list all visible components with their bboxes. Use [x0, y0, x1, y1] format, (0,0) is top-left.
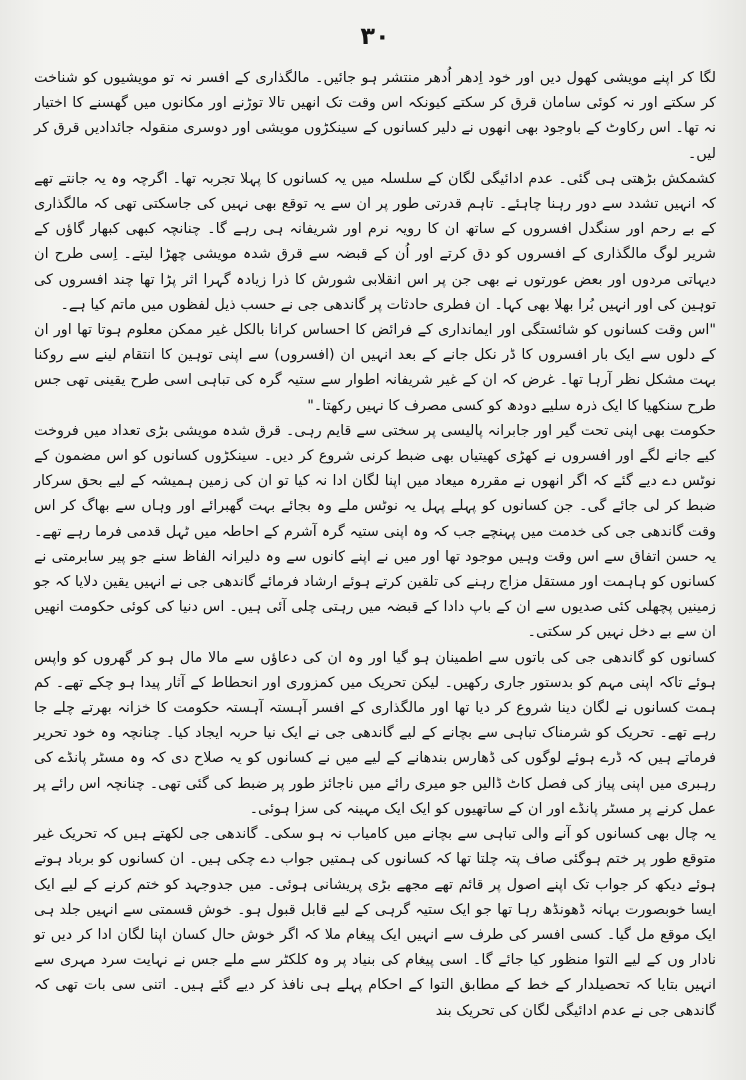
- paragraph-4: حکومت بھی اپنی تحت گیر اور جابرانہ پالیسی پر سختی سے قایم رہی۔ قرق شدہ مویشی بڑی تعداد میں فروخت کیے جانے لگے اور افسروں نے کھڑی کھیتیاں بھی ضبط کرنی شروع کر دیں۔ سینکڑوں کسانوں کو اس مضمون کے نوٹس دے دیے گئے کہ اگر انھوں نے مقررہ میعاد میں اپنا لگان ادا نہ کیا تو ان کی زمین ہمیشہ کے لیے بحق سرکار ضبط کر لی جائے گی۔ جن کسانوں کو پہلے پہل یہ نوٹس ملے وہ بجائے بہت گھبرائے اور وہاں سے بھاگ کر اس وقت گاندھی جی کی خدمت میں پہنچے جب کہ وہ اپنی ستیہ گرہ آشرم کے احاطہ میں ٹہل قدمی فرما رہے تھے۔ یہ حسن اتفاق سے اس وقت وہیں موجود تھا اور میں نے اپنے کانوں سے وہ دلیرانہ الفاظ سنے جو پیر سابرمتی نے کسانوں کو ہاہمت اور مستقل مزاج رہنے کی تلقین کرتے ہوئے ارشاد فرمائے گاندھی جی نے انہیں یقین دلایا کہ جو زمینیں پچھلی کئی صدیوں سے ان کے باپ دادا کے قبضہ میں رہتی چلی آئی ہیں۔ اس دنیا کی کوئی حکومت انھیں ان سے بے دخل نہیں کر سکتی۔: [34, 422, 716, 641]
- paragraph-5: کسانوں کو گاندھی جی کی باتوں سے اطمینان ہو گیا اور وہ ان کی دعاؤں سے مالا مال ہو کر گھروں کو واپس ہوئے تاکہ اپنی مہم کو بدستور جاری رکھیں۔ لیکن تحریک میں کمزوری اور انحطاط کے آثار پیدا ہو چکے تھے۔ کم ہمت کسانوں نے لگان دینا شروع کر دیا تھا اور مالگذاری کے افسر آہستہ آہستہ حکومت کا خزانہ بھرتے چلے جا رہے تھے۔ تحریک کو شرمناک تباہی سے بچانے کے لیے گاندھی جی نے ایک نیا حربہ ایجاد کیا۔ چنانچہ وہ خود تحریر فرماتے ہیں کہ ڈرے ہوئے لوگوں کی ڈھارس بندھانے کے لیے میں نے کسانوں کو یہ صلاح دی کہ وہ مسٹر پانڈے کی رہبری میں اپنی پیاز کی فصل کاٹ ڈالیں جو میری رائے میں ناجائز طور پر ضبط کی گئی تھی۔ چنانچہ اس رائے پر عمل کرنے پر مسٹر پانڈے اور ان کے ساتھیوں کو ایک ایک مہینہ کی سزا ہوئی۔: [34, 649, 716, 817]
- paragraph-2: کشمکش بڑھتی ہی گئی۔ عدم ادائیگی لگان کے سلسلہ میں یہ کسانوں کا پہلا تجربہ تھا۔ اگرچہ وہ یہ جانتے تھے کہ انہیں تشدد سے دور رہنا چاہئے۔ تاہم قدرتی طور پر ان سے یہ توقع بھی نہیں کی جاسکتی تھی کہ مالگذاری کے بے رحم اور سنگدل افسروں کے ساتھ ان کا رویہ نرم اور شریفانہ ہی رہے گا۔ چنانچہ کبھی کبھار گاؤں کے شریر لوگ مالگذاری کے افسروں کو دق کرتے اور اُن کے قبضہ سے قرق شدہ مویشی چھڑا لیتے۔ اِسی طرح ان دیہاتی مردوں اور بعض عورتوں نے بھی جن پر اس انقلابی شورش کا ذرا زیادہ گہرا اثر پڑا تھا چند افسروں کی توہین کی اور انہیں بُرا بھلا بھی کہا۔ ان فطری حادثات پر گاندھی جی نے حسب ذیل لفظوں میں ماتم کیا ہے۔: [34, 170, 716, 313]
- paragraph-6: یہ چال بھی کسانوں کو آنے والی تباہی سے بچانے میں کامیاب نہ ہو سکی۔ گاندھی جی لکھتے ہیں کہ تحریک غیر متوقع طور پر ختم ہوگئی صاف پتہ چلتا تھا کہ کسانوں کی ہمتیں جواب دے چکی ہیں۔ ان کسانوں کو برباد ہوتے ہوئے دیکھ کر جواب تک اپنے اصول پر قائم تھے مجھے بڑی پریشانی ہوئی۔ میں جدوجہد کو ختم کرنے کے لیے ایک ایسا خوبصورت بہانہ ڈھونڈھ رہا تھا جو ایک ستیہ گرہی کے لیے قابل قبول ہو۔ خوش قسمتی سے انہیں جلد ہی ایک موقع مل گیا۔ کسی افسر کی طرف سے انہیں ایک پیغام ملا کہ اگر خوش حال کسان اپنا لگان ادا کر دیں تو نادار وں کے لیے التوا منظور کیا جائے گا۔ اسی پیغام کی بنیاد پر وہ کلکٹر سے ملے جس نے نہایت سرد مہری سے انہیں بتایا کہ تحصیلدار کے خط کے مطابق التوا کے احکام پہلے ہی نافذ کر دیے گئے ہیں۔ اتنی سی بات تھی کہ گاندھی جی نے عدم ادائیگی لگان کی تحریک بند: [34, 826, 716, 1019]
- quotation-paragraph: "اس وقت کسانوں کو شائستگی اور ایمانداری کے فرائض کا احساس کرانا بالکل غیر ممکن معلوم ہوتا تھا اور ان کے دلوں سے ایک بار افسروں کا ڈر نکل جانے کے بعد انہیں ان (افسروں) سے اپنی توہین کا انتقام لینے سے روکنا بہت مشکل نظر آرہا تھا۔ غرض کہ ان کے غیر شریفانہ اطوار سے ستیہ گرہ کی تباہی اسی طرح یقینی تھی جس طرح سنکھیا کا ایک ذرہ سلیے دودھ کو کسی مصرف کا نہیں رکھتا۔": [34, 322, 716, 414]
- page-body: [34, 66, 716, 1024]
- page-number: ۳۰: [360, 22, 390, 50]
- paragraph-1: لگا کر اپنے مویشی کھول دیں اور خود اِدھر اُدھر منتشر ہو جائیں۔ مالگذاری کے افسر نہ تو مویشیوں کو شناخت کر سکتے اور نہ کوئی سامان قرق کر سکتے کیونکہ اس وقت تک انھیں تالا توڑنے اور مکانوں میں گھسنے کا اختیار نہ تھا۔ اس رکاوٹ کے باوجود بھی انھوں نے دلیر کسانوں کے سینکڑوں مویشی اور دوسری منقولہ جائدادیں قرق کر لیں۔: [34, 70, 716, 162]
